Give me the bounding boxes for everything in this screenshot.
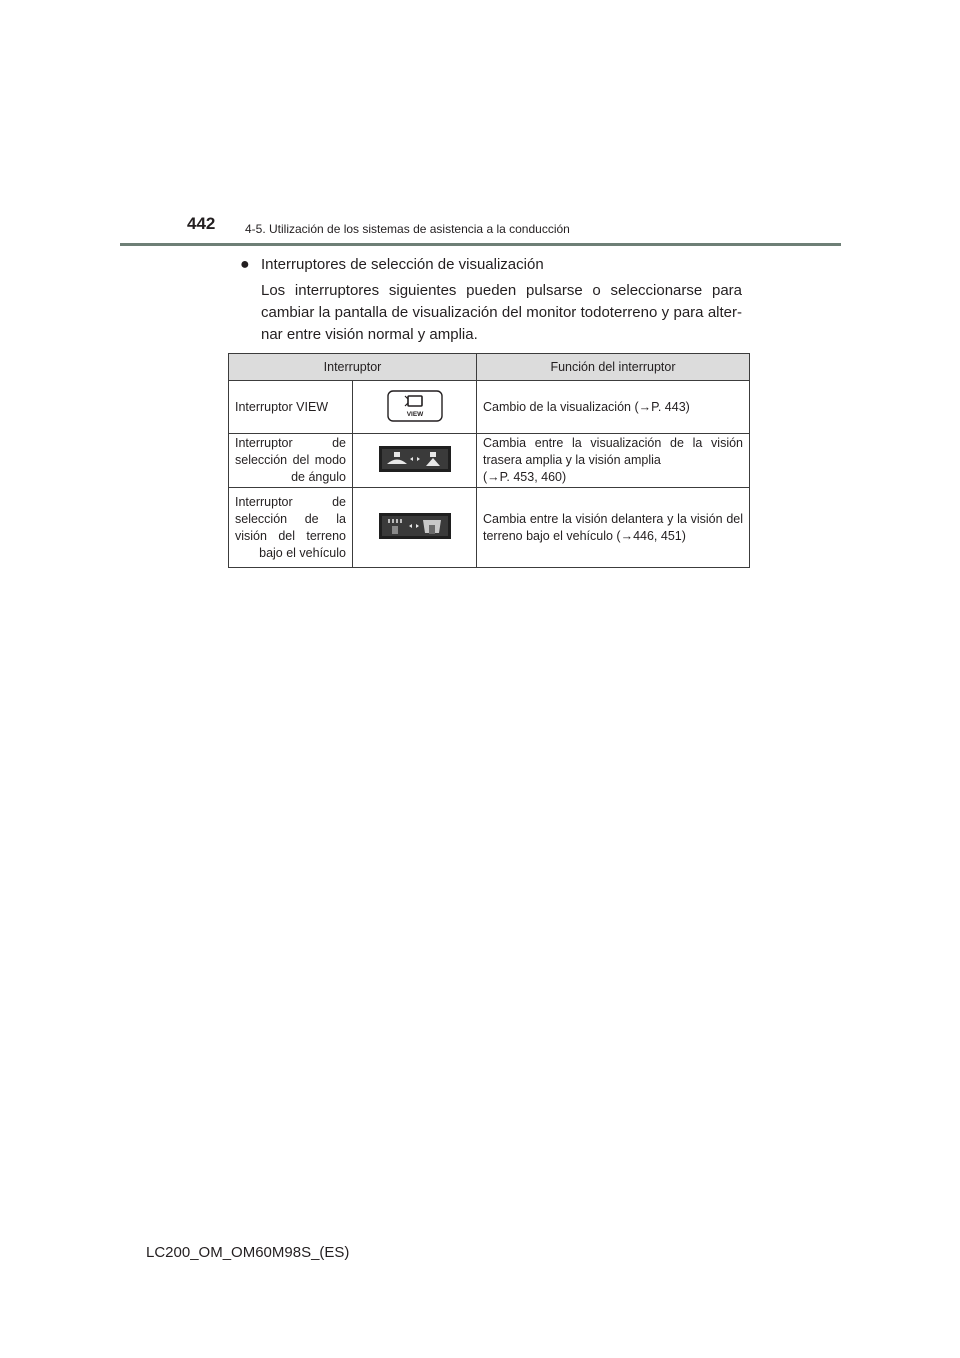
table-row <box>229 488 750 568</box>
switch-name: Interruptor de selección del modo de ángulo <box>229 434 353 488</box>
subheading: Interruptores de selección de visualización <box>261 256 544 273</box>
header-divider <box>120 243 841 246</box>
switch-icon-cell <box>353 381 477 434</box>
document-code: LC200_OM_OM60M98S_(ES) <box>146 1244 350 1261</box>
column-header-function: Función del interruptor <box>477 354 750 381</box>
switch-table <box>228 353 750 568</box>
switch-function: Cambio de la visualización (→P. 443) <box>477 381 750 434</box>
switch-function <box>477 434 750 488</box>
svg-text:VIEW: VIEW <box>406 410 423 418</box>
page-number: 442 <box>187 214 216 233</box>
column-header-switch: Interruptor <box>229 354 477 381</box>
view-switch-icon <box>387 390 443 425</box>
section-title: 4-5. Utilización de los sistemas de asistencia a la conducción <box>245 222 570 236</box>
switch-name: Interruptor de selección de la visión del terreno bajo el vehículo <box>229 488 353 568</box>
table-row <box>229 434 750 488</box>
switch-name: Interruptor VIEW <box>229 381 353 434</box>
function-page-ref: (→P. 453, 460) <box>483 470 567 484</box>
function-line: Cambia entre la visualización de la visión trasera amplia y la visión amplia <box>483 436 743 467</box>
angle-mode-switch-icon <box>379 446 451 475</box>
switch-icon-cell <box>353 488 477 568</box>
body-paragraph: Los interruptores siguientes pueden pulsarse o seleccionarse para cambiar la pantalla de visualización del monitor todoterreno y para alter-nar entre visión normal y amplia. <box>261 282 742 343</box>
underfloor-view-switch-icon <box>379 513 451 542</box>
table-row <box>229 381 750 434</box>
bullet-icon: ● <box>240 256 250 273</box>
switch-icon-cell <box>353 434 477 488</box>
switch-function: Cambia entre la visión delantera y la visión del terreno bajo el vehículo (→446, 451) <box>477 488 750 568</box>
table-header-row <box>229 354 750 381</box>
